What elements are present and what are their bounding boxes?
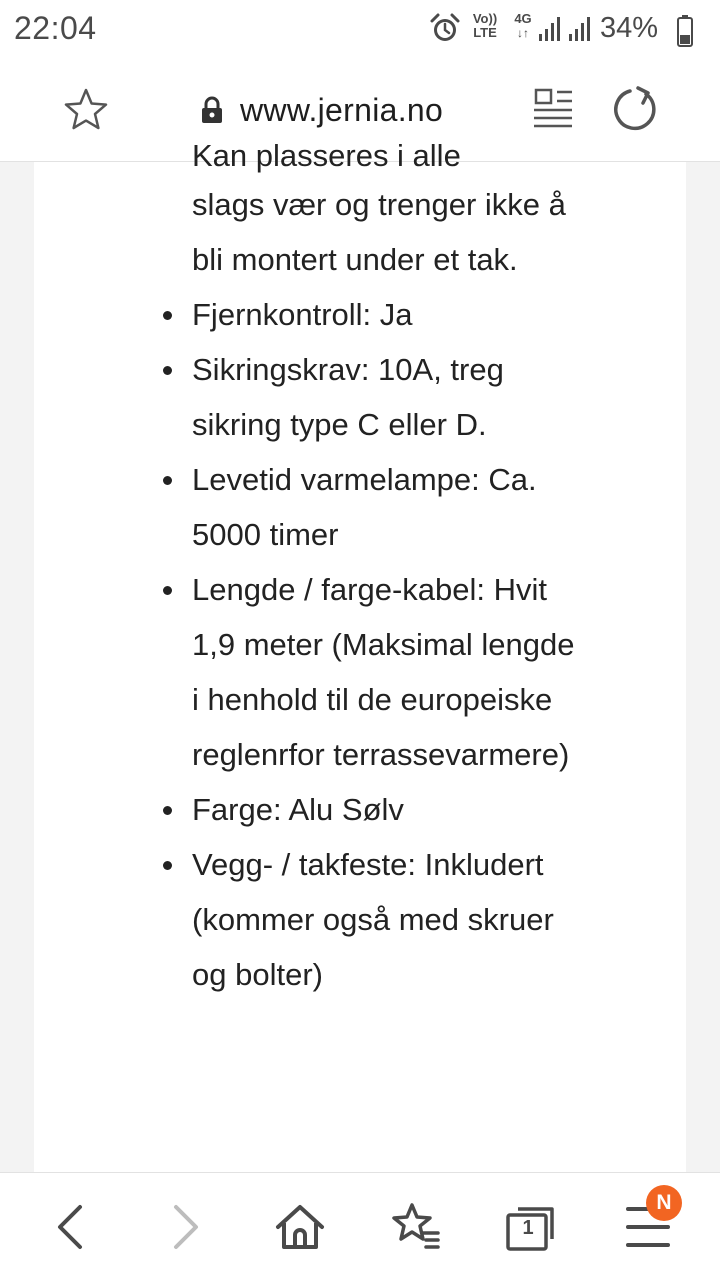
url-text[interactable]: www.jernia.no [240, 91, 444, 128]
home-icon [272, 1199, 328, 1255]
back-icon [44, 1199, 100, 1255]
spec-line: i henhold til de europeiske [192, 682, 553, 717]
battery-percentage: 34% [600, 12, 659, 44]
battery-icon [676, 14, 694, 48]
bookmarks-button[interactable] [388, 1199, 444, 1255]
back-button[interactable] [44, 1199, 100, 1255]
volte-icon [470, 12, 500, 40]
signal-icon [538, 16, 562, 42]
refresh-icon[interactable] [610, 84, 660, 134]
spec-line: og bolter) [192, 957, 323, 992]
volte-bottom-label: LTE [473, 25, 497, 40]
status-bar [0, 0, 720, 60]
spec-line: Lengde / farge-kabel: Hvit [192, 562, 662, 617]
spec-line: Sikringskrav: 10A, treg [192, 342, 662, 397]
reader-mode-icon[interactable] [530, 86, 576, 132]
web-page-viewport[interactable] [0, 138, 720, 1172]
spec-line: Vegg- / takfeste: Inkludert [192, 837, 662, 892]
bookmarks-icon [388, 1199, 444, 1255]
home-button[interactable] [272, 1199, 328, 1255]
spec-line: Fjernkontroll: Ja [192, 287, 662, 342]
tab-count: 1 [522, 1217, 534, 1239]
network-type-icon [512, 12, 534, 40]
alarm-icon [428, 12, 462, 46]
clipped-text-line: Kan plasseres i alle [192, 138, 461, 173]
menu-button[interactable] [620, 1191, 676, 1255]
status-icons [428, 8, 708, 52]
signal-icon [568, 16, 592, 42]
spec-line: Farge: Alu Sølv [192, 782, 662, 837]
status-time: 22:04 [14, 10, 97, 46]
browser-bottom-nav [0, 1172, 720, 1280]
star-icon[interactable] [62, 86, 110, 134]
product-spec-list [192, 177, 662, 1002]
spec-line: bli montert under et tak. [192, 242, 518, 277]
network-type-label: 4G [514, 11, 532, 26]
spec-line: 1,9 meter (Maksimal lengde [192, 627, 575, 662]
spec-line: 5000 timer [192, 517, 339, 552]
address-bar[interactable] [200, 86, 443, 134]
forward-icon [156, 1199, 212, 1255]
spec-line: reglenrfor terrassevarmere) [192, 737, 570, 772]
volte-top-label: Vo)) [472, 11, 498, 26]
forward-button[interactable] [156, 1199, 212, 1255]
spec-line: slags vær og trenger ikke å [192, 187, 566, 222]
lock-icon [200, 96, 224, 124]
spec-line: Levetid varmelampe: Ca. [192, 452, 662, 507]
data-arrows-icon: ↓↑ [517, 26, 529, 40]
spec-line: (kommer også med skruer [192, 902, 554, 937]
notification-badge: N [646, 1185, 682, 1221]
tabs-button[interactable] [502, 1199, 558, 1255]
product-description-card [34, 138, 686, 1172]
spec-line: sikring type C eller D. [192, 407, 487, 442]
